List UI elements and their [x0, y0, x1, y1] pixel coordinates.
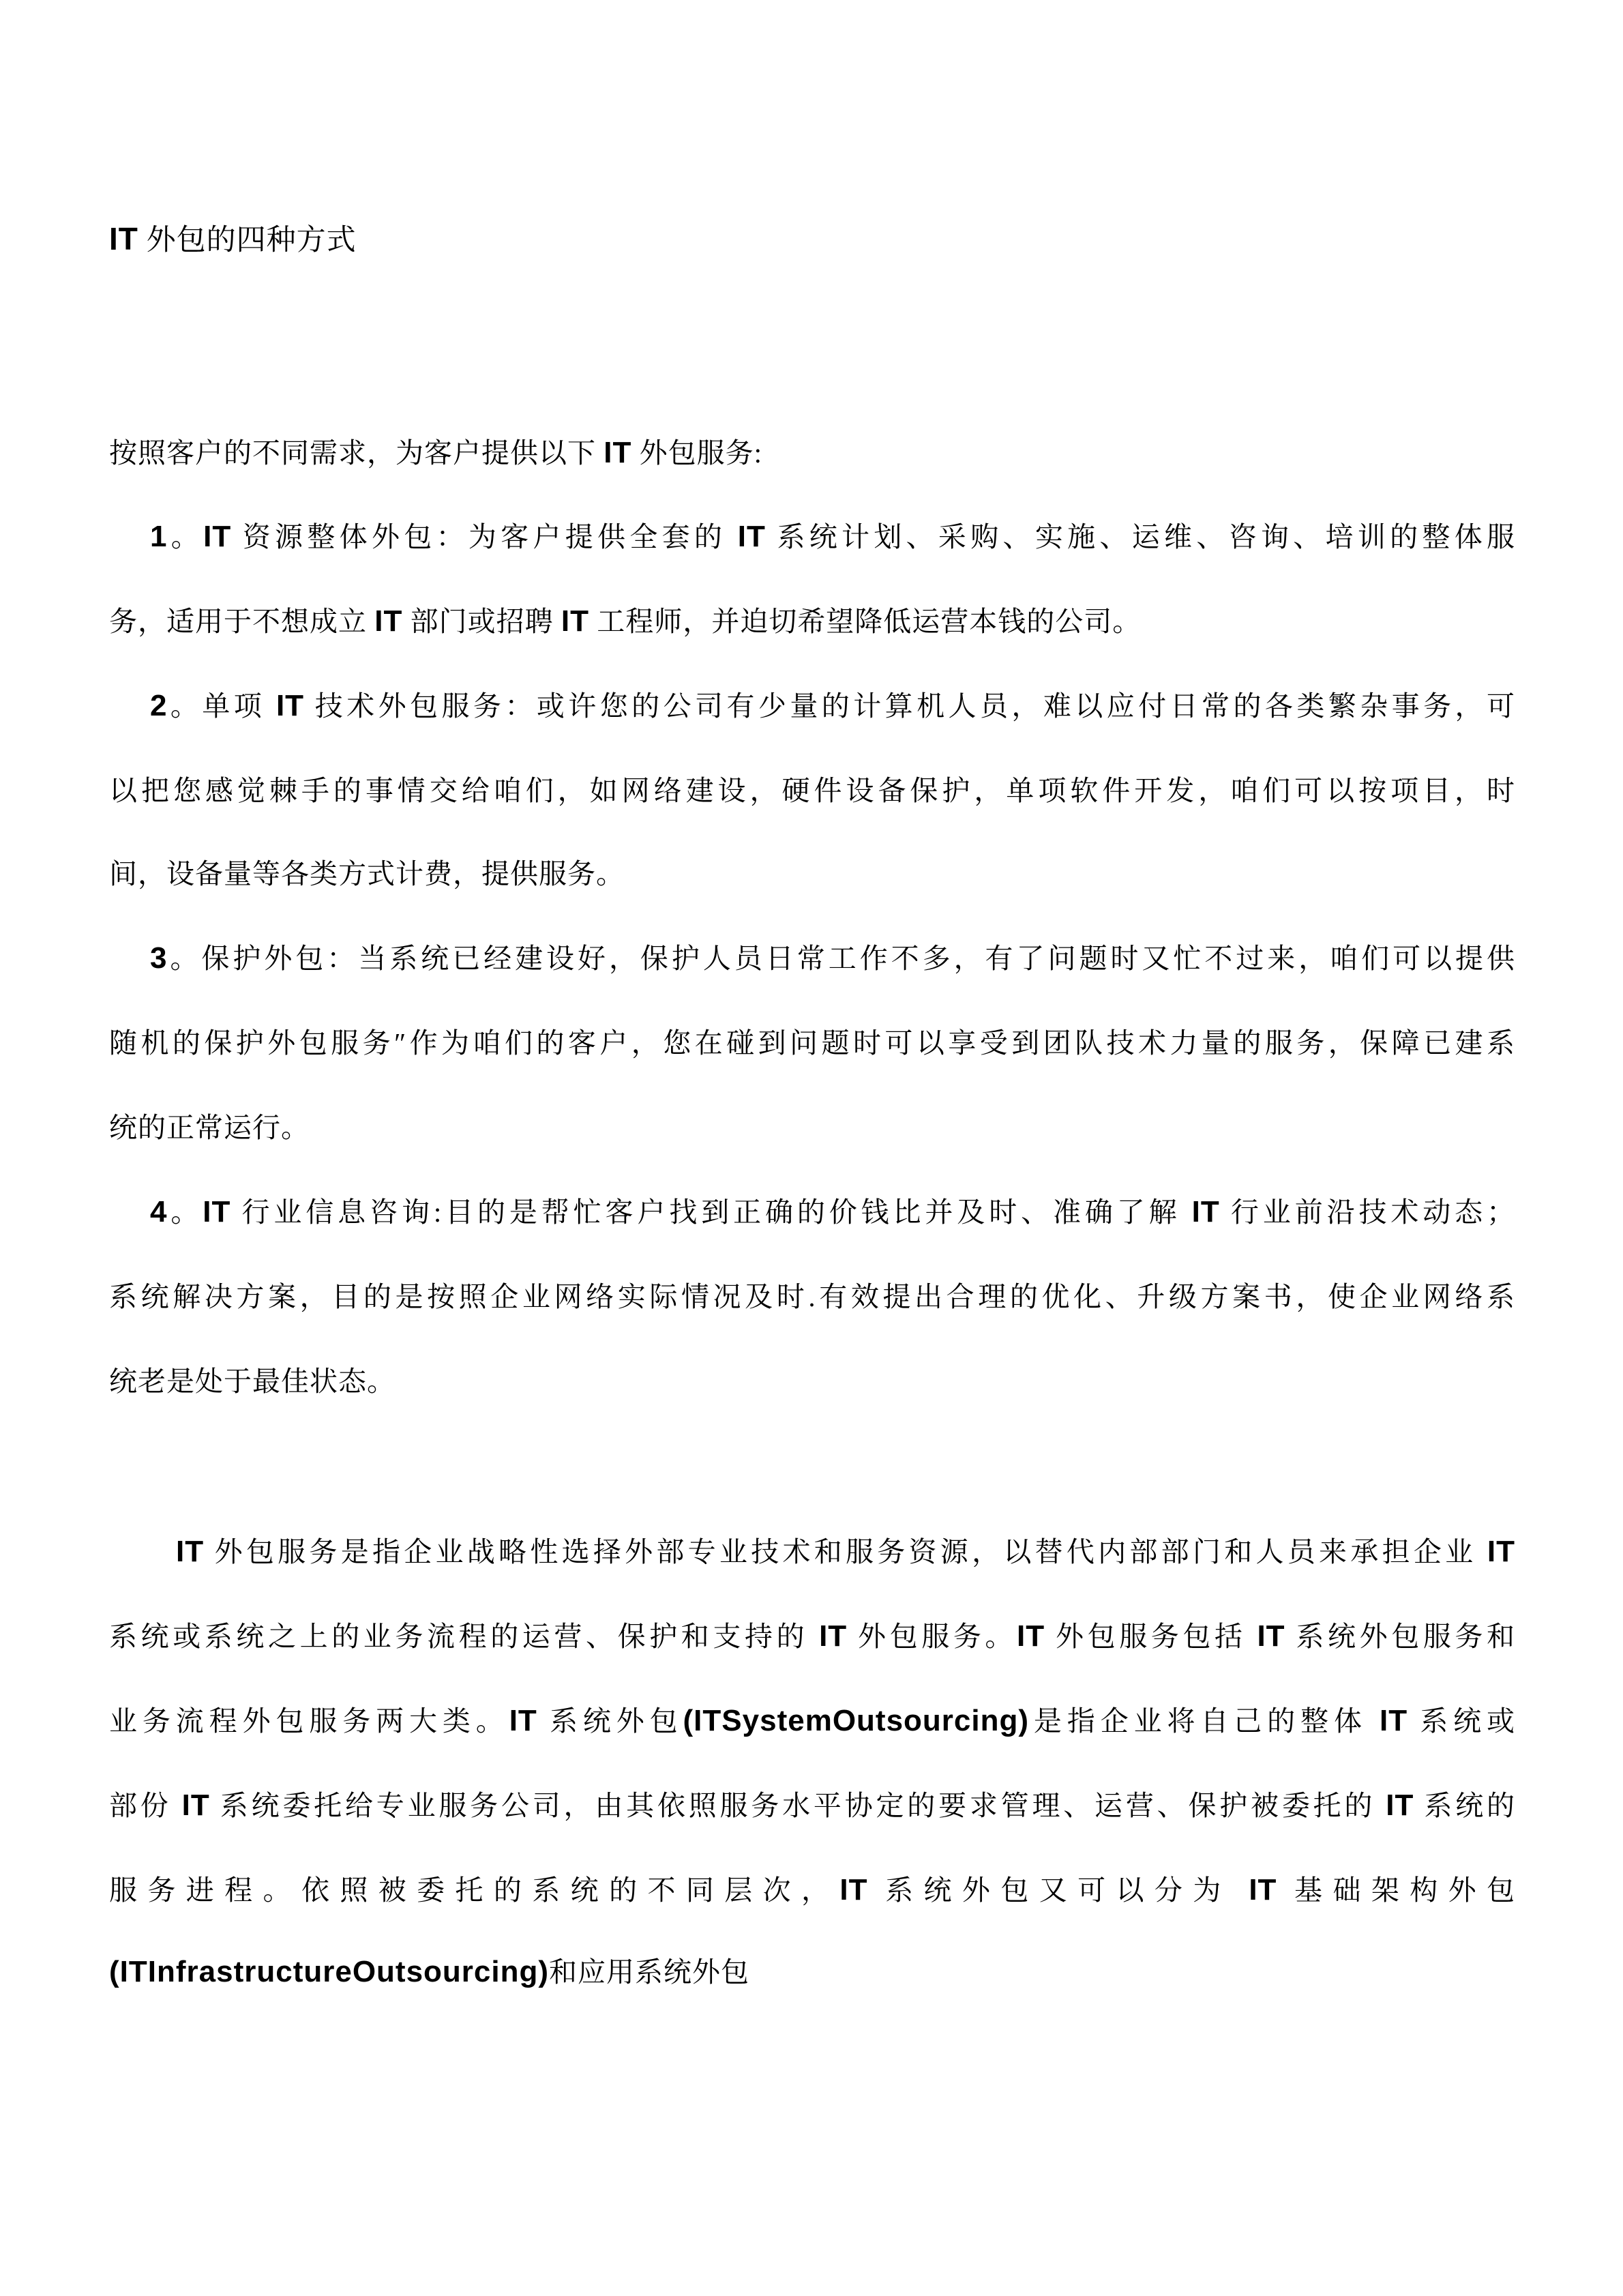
cjk-text: 以把您感觉棘手的事情交给咱们，如网络建设，硬件设备保护，单项软件开发，咱们可以按项目，时 [109, 775, 1515, 806]
cjk-text: 统的正常运行。 [109, 1112, 310, 1143]
latin-bold-text: IT [561, 604, 589, 638]
cjk-text: 按照客户的不同需求，为客户提供以下 [109, 437, 604, 469]
cjk-text: 业务流程外包服务两大类。 [109, 1705, 509, 1737]
cjk-text: 基础架构外包 [1277, 1874, 1516, 1906]
cjk-text: 系统或系统之上的业务流程的运营、保护和支持的 [109, 1621, 820, 1652]
latin-bold-text: IT [203, 520, 232, 553]
latin-bold-text: IT [604, 436, 632, 469]
latin-bold-text: 3 [150, 941, 168, 975]
cjk-text: 服务进程。依照被委托的系统的不同层次， [109, 1874, 840, 1906]
latin-bold-text: 1 [150, 520, 168, 553]
cjk-text: 外包的四种方式 [138, 224, 357, 256]
cjk-text: 行业前沿技术动态； [1219, 1196, 1516, 1228]
cjk-text: 系统外包又可以分为 [867, 1874, 1249, 1906]
document-line [109, 433, 1515, 499]
document-line [109, 1023, 1515, 1089]
cjk-text: 外包服务: [631, 437, 763, 469]
document-line [109, 854, 1515, 919]
latin-bold-text: IT [819, 1619, 848, 1653]
cjk-text: 部门或招聘 [402, 606, 561, 637]
document-line [109, 1277, 1515, 1342]
cjk-text: 外包服务是指企业战略性选择外部专业技术和服务资源，以替代内部部门和人员来承担企业 [204, 1536, 1487, 1568]
document-line [109, 602, 1515, 667]
cjk-text: 是指企业将自己的整体 [1029, 1705, 1380, 1737]
latin-bold-text: IT [1257, 1619, 1285, 1653]
document-line [109, 517, 1515, 583]
cjk-text: 系统外包服务和 [1285, 1621, 1516, 1652]
cjk-text: 部份 [109, 1790, 182, 1821]
latin-bold-text: 4 [150, 1195, 168, 1228]
cjk-text: 。 [167, 1196, 203, 1228]
document-line [109, 1532, 1515, 1598]
document-line [109, 1870, 1515, 1936]
latin-bold-text: (ITInfrastructureOutsourcing) [109, 1955, 550, 1988]
document-line [109, 1952, 1515, 2018]
latin-bold-text: 2 [150, 689, 168, 722]
latin-bold-text: IT [176, 1535, 205, 1568]
cjk-text: 系统解决方案，目的是按照企业网络实际情况及时.有效提出合理的优化、升级方案书，使企业网络系 [109, 1281, 1515, 1312]
cjk-text: 技术外包服务：或许您的公司有少量的计算机人员，难以应付日常的各类繁杂事务，可 [304, 690, 1516, 722]
document-line [109, 1786, 1515, 1851]
latin-bold-text: IT [839, 1873, 868, 1907]
cjk-text: 外包服务。 [847, 1621, 1017, 1652]
document-line [109, 939, 1515, 1004]
latin-bold-text: IT [1386, 1789, 1414, 1822]
latin-bold-text: IT [276, 689, 305, 722]
cjk-text: 资源整体外包：为客户提供全套的 [231, 521, 738, 553]
cjk-text: 系统计划、采购、实施、运维、咨询、培训的整体服 [765, 521, 1516, 553]
latin-bold-text: IT [203, 1195, 231, 1228]
document-line [109, 1701, 1515, 1767]
latin-bold-text: IT [1017, 1619, 1045, 1653]
cjk-text: 系统外包 [537, 1705, 683, 1737]
cjk-text: 系统的 [1414, 1790, 1516, 1821]
latin-bold-text: IT [737, 520, 766, 553]
cjk-text: 随机的保护外包服务″作为咱们的客户，您在碰到问题时可以享受到团队技术力量的服务，保障已建系 [109, 1027, 1515, 1059]
cjk-text: 。单项 [167, 690, 276, 722]
latin-bold-text: IT [109, 221, 138, 256]
cjk-text: 统老是处于最佳状态。 [109, 1366, 396, 1397]
cjk-text: 和应用系统外包 [549, 1956, 750, 1988]
document-line [109, 1108, 1515, 1173]
cjk-text: 。 [167, 521, 204, 553]
cjk-text: 行业信息咨询:目的是帮忙客户找到正确的价钱比并及时、准确了解 [230, 1196, 1192, 1228]
cjk-text: 系统委托给专业服务公司，由其依照服务水平协定的要求管理、运营、保护被委托的 [209, 1790, 1386, 1821]
latin-bold-text: (ITSystemOutsourcing) [683, 1704, 1030, 1737]
cjk-text: 外包服务包括 [1045, 1621, 1257, 1652]
cjk-text: 工程师，并迫切希望降低运营本钱的公司。 [589, 606, 1142, 637]
cjk-text: 系统或 [1408, 1705, 1516, 1737]
cjk-text: 。保护外包：当系统已经建设好，保护人员日常工作不多，有了问题时又忙不过来，咱们可以提供 [167, 943, 1515, 974]
latin-bold-text: IT [1487, 1535, 1515, 1568]
latin-bold-text: IT [1191, 1195, 1220, 1228]
cjk-text: 间，设备量等各类方式计费，提供服务。 [109, 858, 625, 889]
document-line [109, 771, 1515, 836]
latin-bold-text: IT [374, 604, 403, 638]
document-line [109, 1192, 1515, 1258]
latin-bold-text: IT [1379, 1704, 1408, 1737]
document-line [109, 1362, 1515, 1427]
document-line [109, 1617, 1515, 1682]
document-line [109, 686, 1515, 752]
latin-bold-text: IT [509, 1704, 537, 1737]
cjk-text: 务，适用于不想成立 [109, 606, 375, 637]
latin-bold-text: IT [181, 1789, 210, 1822]
latin-bold-text: IT [1249, 1873, 1277, 1907]
document-title [109, 218, 1515, 261]
